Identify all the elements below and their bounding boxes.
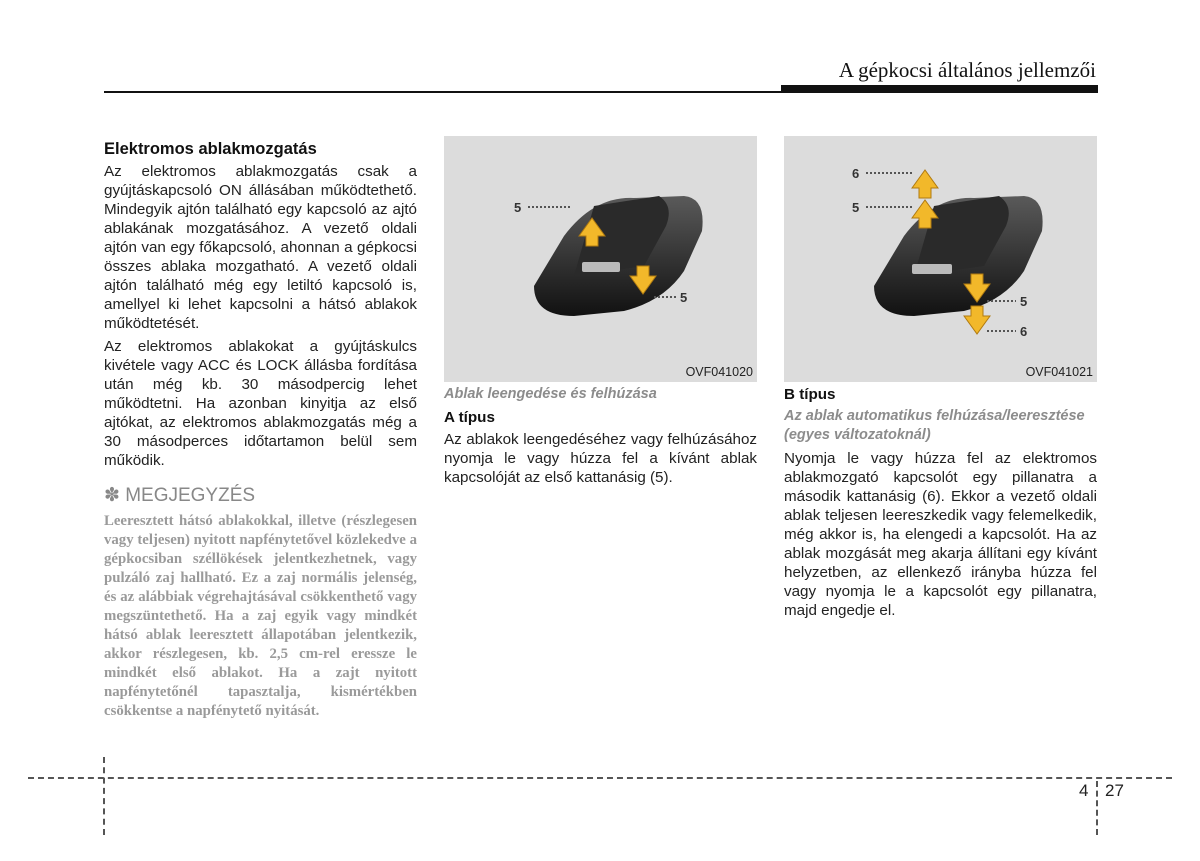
paragraph-type-b: Nyomja le vagy húzza fel az elektromos ablakmozgató kapcsolót egy pillanatra a második kattanásig (6). Ekkor a vezető oldali ablak teljesen leereszkedik vagy felemelkedik, még akkor is, ha elengedi a kapcsolót. Ha az ablak mozgását meg akarja állítani egy kívánt helyzetben, az ellenkező irányba húzza fel vagy nyomja le a kapcsolót egy pillanatra, majd engedje el. bbox=[784, 450, 1097, 619]
switch-button bbox=[912, 264, 952, 274]
chapter-title: A gépkocsi általános jellemzői bbox=[838, 58, 1096, 82]
note-heading bbox=[104, 484, 417, 508]
figure-code: OVF041020 bbox=[685, 365, 753, 379]
paragraph-2: Az elektromos ablakokat a gyújtáskulcs kivétele vagy ACC és LOCK állásba fordítása után még kb. 30 másodpercig lehet működtetni. Ha azonban kinyitja az első ajtókat, az elektromos ablakmozgatás még a 30 másodperces időtartamon belül sem működik. bbox=[104, 338, 417, 469]
window-switch-a-illustration bbox=[444, 136, 757, 382]
callout-6-down: 6 bbox=[1020, 324, 1028, 339]
chapter-number: 4 bbox=[1079, 781, 1089, 800]
note-body: Leeresztett hátsó ablakokkal, illetve (részlegesen vagy teljesen) nyitott napfénytetővel közlekedve a gépkocsiban széllökések jelentkezhetnek, vagy pulzáló zaj hallható. Ez a zaj normális jelenség, és az alábbiak végrehajtásával csökkenthető vagy megszüntethető. Ha a zaj egyik vagy mindkét hátsó ablak leeresztett állapotában jelentkezik, akkor részlegesen, kb. 2,5 cm-rel eressze le mindkét első ablakot. Ha a zajt nyitott napfénytetőnél tapasztalja, kismértékben csökkentse a napfénytető nyitását. bbox=[104, 513, 417, 719]
callout-5-up: 5 bbox=[514, 200, 522, 215]
note-star-icon: ✽ bbox=[104, 485, 120, 506]
callout-5-up: 5 bbox=[852, 200, 860, 215]
figure-caption: Ablak leengedése és felhúzása bbox=[444, 386, 657, 402]
callout-6-up: 6 bbox=[852, 166, 860, 181]
subheading-type-a: A típus bbox=[444, 409, 495, 426]
column-left bbox=[104, 138, 417, 721]
callout-5-down: 5 bbox=[680, 290, 688, 305]
section-heading: Elektromos ablakmozgatás bbox=[104, 140, 317, 158]
note-title: MEGJEGYZÉS bbox=[125, 485, 256, 506]
arrow-up-top-icon bbox=[912, 170, 938, 198]
column-right bbox=[784, 385, 1097, 624]
column-middle bbox=[444, 385, 757, 491]
subheading-type-b: B típus bbox=[784, 386, 836, 403]
footer-right-marker bbox=[1096, 781, 1098, 835]
paragraph-1: Az elektromos ablakmozgatás csak a gyújtáskapcsoló ON állásában működtethető. Mindegyik ajtón található egy kapcsoló az ajtó ablakának mozgatásához. A vezető oldali ajtón van egy főkapcsoló, ahonnan a gépkocsi összes ablaka mozgatható. A vezető oldali ajtón található még egy letiltó kapcsoló is, amellyel ki lehet kapcsolni a hátsó ablakok működtetését. bbox=[104, 163, 417, 332]
footer-dashed-rule bbox=[28, 777, 1172, 779]
window-switch-b-illustration bbox=[784, 136, 1097, 382]
figure-type-b bbox=[784, 136, 1097, 382]
arrow-down-bottom-icon bbox=[964, 306, 990, 334]
header-rule-bar bbox=[781, 85, 1098, 93]
figure-type-a bbox=[444, 136, 757, 382]
figure-code: OVF041021 bbox=[1025, 365, 1093, 379]
switch-button bbox=[582, 262, 620, 272]
footer-left-marker bbox=[103, 757, 105, 835]
figure-caption: Az ablak automatikus felhúzása/leeresztése (egyes változatoknál) bbox=[784, 408, 1085, 443]
paragraph-type-a: Az ablakok leengedéséhez vagy felhúzásához nyomja le vagy húzza fel a kívánt ablak kapcsolóját az első kattanásig (5). bbox=[444, 431, 757, 486]
callout-5-down: 5 bbox=[1020, 294, 1028, 309]
page-number: 27 bbox=[1105, 781, 1124, 800]
